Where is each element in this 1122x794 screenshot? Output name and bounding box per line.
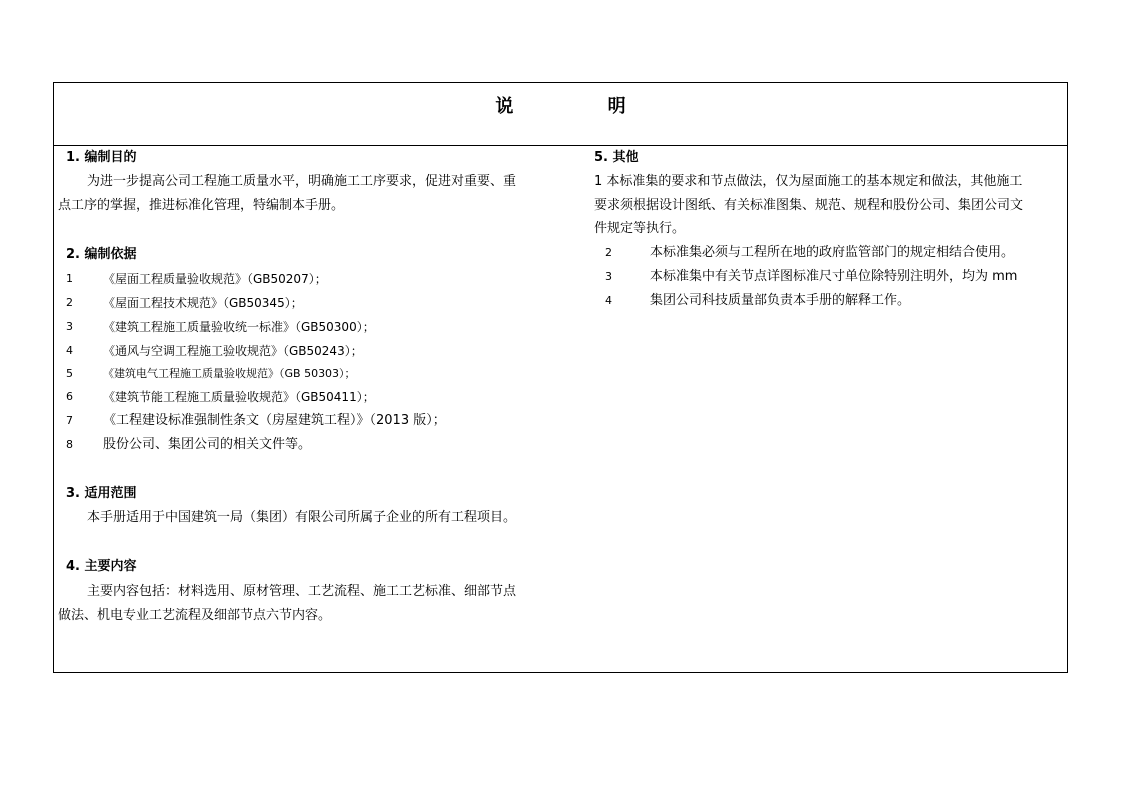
page-title: 说 明 <box>495 96 670 117</box>
section-heading-scope: 3. 适用范围 <box>66 486 137 501</box>
basis-item-text: 《建筑电气工程施工质量验收规范》（GB 50303）； <box>103 367 356 380</box>
basis-item-num: 4 <box>66 344 73 357</box>
basis-item-text: 《建筑节能工程施工质量验收规范》（GB50411）； <box>103 390 375 404</box>
basis-item-text: 《屋面工程技术规范》（GB50345）； <box>103 296 303 310</box>
other-item-num: 3 <box>605 270 612 283</box>
basis-item-num: 7 <box>66 414 73 427</box>
purpose-line-1: 为进一步提高公司工程施工质量水平，明确施工工序要求，促进对重要、重 <box>87 174 517 189</box>
basis-item-num: 1 <box>66 272 73 285</box>
other-item-text: 集团公司科技质量部负责本手册的解释工作。 <box>650 293 911 308</box>
basis-item-num: 8 <box>66 438 73 451</box>
basis-item-text: 《工程建设标准强制性条文（房屋建筑工程）》（2013 版）； <box>103 413 446 428</box>
section-heading-other: 5. 其他 <box>594 150 639 165</box>
basis-item-num: 3 <box>66 320 73 333</box>
title-row <box>54 83 1067 146</box>
purpose-line-2: 点工序的掌握，推进标准化管理，特编制本手册。 <box>58 198 345 213</box>
other-line-1: 1 本标准集的要求和节点做法，仅为屋面施工的基本规定和做法，其他施工 <box>594 174 1023 189</box>
basis-item-text: 《通风与空调工程施工验收规范》（GB50243）； <box>103 344 363 358</box>
other-item-text: 本标准集中有关节点详图标准尺寸单位除特别注明外，均为 mm <box>650 269 1018 284</box>
other-item-num: 2 <box>605 246 612 259</box>
basis-item-text: 股份公司、集团公司的相关文件等。 <box>103 437 312 452</box>
basis-item-num: 6 <box>66 390 73 403</box>
basis-item-text: 《建筑工程施工质量验收统一标准》（GB50300）； <box>103 320 375 334</box>
other-item-text: 本标准集必须与工程所在地的政府监管部门的规定相结合使用。 <box>650 245 1015 260</box>
section-heading-purpose: 1. 编制目的 <box>66 150 137 165</box>
scope-line-1: 本手册适用于中国建筑一局（集团）有限公司所属子企业的所有工程项目。 <box>87 510 517 525</box>
other-item-num: 4 <box>605 294 612 307</box>
section-heading-content: 4. 主要内容 <box>66 559 137 574</box>
basis-item-num: 5 <box>66 367 73 380</box>
basis-item-num: 2 <box>66 296 73 309</box>
other-line-2: 要求须根据设计图纸、有关标准图集、规范、规程和股份公司、集团公司文 <box>594 198 1024 213</box>
content-line-2: 做法、机电专业工艺流程及细部节点六节内容。 <box>58 608 332 623</box>
section-heading-basis: 2. 编制依据 <box>66 247 137 262</box>
other-line-3: 件规定等执行。 <box>594 221 686 236</box>
basis-item-text: 《屋面工程质量验收规范》（GB50207）； <box>103 272 327 286</box>
content-line-1: 主要内容包括：材料选用、原材管理、工艺流程、施工工艺标准、细部节点 <box>87 584 517 599</box>
